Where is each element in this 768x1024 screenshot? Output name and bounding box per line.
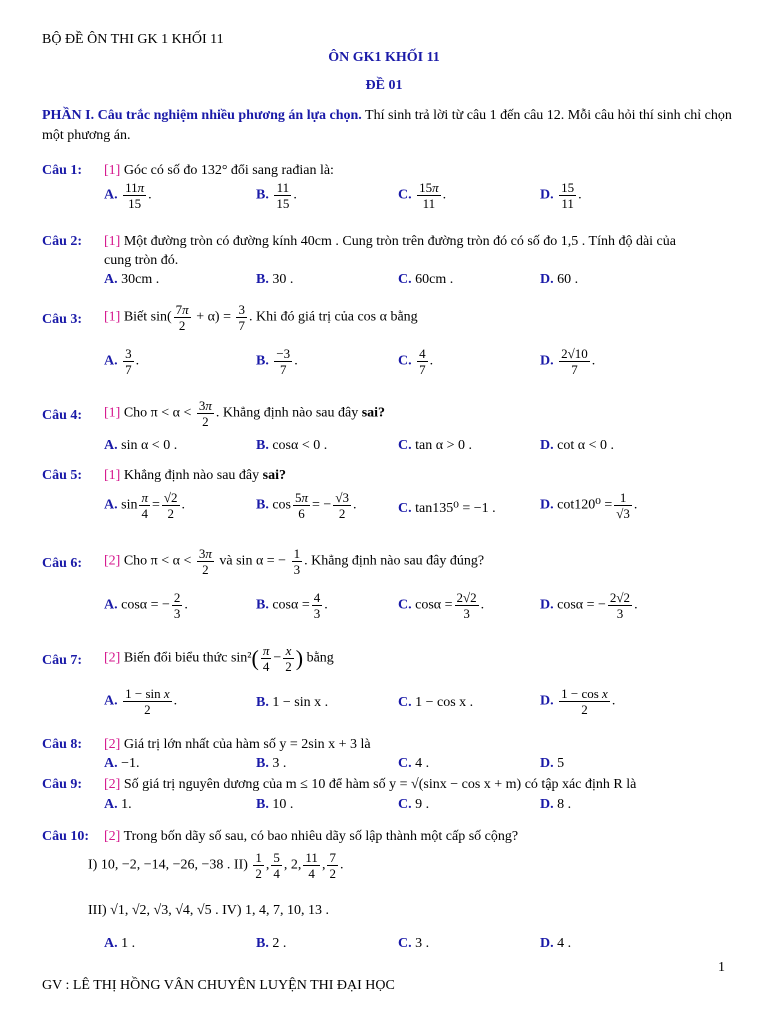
level-tag: [1] [104,234,121,249]
text-part: . Khẳng định nào sau đây đúng? [304,553,485,569]
question-label: Câu 6: [42,556,83,571]
option-letter: C. [398,353,412,369]
question-1-text [104,163,334,179]
option-text: cot α < 0 . [557,438,614,453]
option-a[interactable] [104,272,159,288]
text-part: . Khẳng định nào sau đây [215,405,362,421]
option-a[interactable] [104,756,140,772]
question-3 [42,312,82,328]
option-b[interactable]: B. $\frac{11}{15}$ . [256,180,297,211]
question-3-text: [1] Biết sin( $\frac{7\pi}{2}$ + α) = $\frac{3}{7}$ . Khi đó giá trị của cos α bằng [104,302,418,333]
option-b[interactable] [256,936,286,952]
question-text: Góc có số đo 132° đổi sang rađian là: [123,163,334,178]
option-letter: A. [104,756,118,771]
option-b[interactable] [256,797,293,813]
option-letter: D. [540,353,554,369]
option-letter: C. [398,695,412,710]
question-text: Một đường tròn có đường kính 40cm . Cung tròn trên đường tròn đó có số đo 1,5 . Tính độ dài của [123,234,676,249]
question-10 [42,829,89,845]
option-c[interactable] [398,756,429,772]
question-8 [42,737,82,753]
question-8-text [104,737,371,753]
text-part: I) 10, −2, −14, −26, −38 . II) [88,857,252,873]
option-a[interactable]: A. cosα = − $\frac{2}{3}$ . [104,590,188,621]
option-c[interactable] [398,695,473,711]
question-text: Trong bốn dãy số sau, có bao nhiêu dãy số lập thành một cấp số cộng? [123,829,519,844]
option-text: 4 . [557,936,572,951]
question-label: Câu 9: [42,777,83,792]
option-text: 5 [557,756,565,771]
option-d[interactable] [540,936,571,952]
text-part: + α) = [192,309,235,325]
option-letter: D. [540,756,554,771]
option-letter: B. [256,353,269,369]
option-text: 3 . [272,756,287,771]
option-d[interactable]: D. $\frac{15}{11}$ . [540,180,582,211]
question-5 [42,468,82,484]
option-letter: A. [104,597,118,613]
option-letter: D. [540,597,554,613]
question-9-text [104,777,636,793]
option-letter: B. [256,438,269,453]
sequences-line-2: III) √1, √2, √3, √4, √5 . IV) 1, 4, 7, 10, 13 . [88,903,330,918]
text-part: Cho π < α < [123,553,195,569]
option-text: 30cm . [121,272,160,287]
option-b[interactable] [256,695,328,711]
option-letter: C. [398,272,412,287]
footer-text: GV : LÊ THỊ HỒNG VÂN CHUYÊN LUYỆN THI ĐẠI HỌC [42,978,395,993]
exam-code: ĐỀ 01 [365,78,403,93]
document-header: BỘ ĐỀ ÔN THI GK 1 KHỐI 11 [42,32,224,47]
question-10-text [104,829,518,845]
level-tag: [2] [104,829,121,844]
option-letter: C. [398,797,412,812]
option-text: 1 − sin x . [272,695,329,710]
option-d[interactable] [540,797,571,813]
option-text: cosα < 0 . [272,438,328,453]
option-d[interactable]: D. $\frac{2√10}{7}$ . [540,346,596,377]
option-b[interactable] [256,756,286,772]
text-part: Biến đổi biểu thức sin² [123,650,252,666]
text-part: Cho π < α < [123,405,195,421]
question-label: Câu 4: [42,408,83,423]
option-a[interactable]: A. $\frac{\text{1 − sin x}}{2}$ . [104,686,178,717]
option-b[interactable]: B. $\frac{-3}{7}$ . [256,346,298,377]
option-letter: B. [256,797,269,812]
option-letter: A. [104,936,118,951]
question-1 [42,163,82,179]
option-letter: D. [540,936,554,951]
question-6 [42,556,82,572]
text-part: . Khi đó giá trị của cos α bằng [248,309,418,325]
option-letter: B. [256,756,269,771]
option-b[interactable] [256,272,293,288]
question-5-text [104,468,286,484]
option-d[interactable]: D. $\frac{\text{1 − cos x}}{2}$ . [540,686,616,717]
option-letter: C. [398,936,412,951]
emphasis: sai? [262,468,286,483]
question-label: Câu 10: [42,829,90,844]
option-c[interactable] [398,272,453,288]
question-label: Câu 1: [42,163,83,178]
level-tag: [2] [104,737,121,752]
option-letter: C. [398,187,412,203]
option-text: sin α < 0 . [121,438,178,453]
option-c[interactable]: C. $\frac{4}{7}$ . [398,346,434,377]
option-letter: D. [540,497,554,513]
option-a[interactable]: A. sin $\frac{\pi}{4}$ = $\frac{√2}{2}$ . [104,490,186,521]
option-text: 9 . [415,797,430,812]
option-letter: D. [540,693,554,709]
part-one-text: Thí sinh trả lời từ câu 1 đến câu 12. Mỗi câu hỏi thí sinh chỉ chọn một phương án. [42,108,732,143]
option-text: 60 . [557,272,579,287]
question-text: Giá trị lớn nhất của hàm số y = 2sin x + 3 là [123,737,371,752]
text-part: và sin α = − [215,553,290,569]
option-d[interactable]: D. cot120⁰ = $\frac{1}{√3}$ . [540,490,638,521]
option-letter: C. [398,438,412,453]
option-a[interactable] [104,797,132,813]
option-text: 2 . [272,936,287,951]
level-tag: [2] [104,553,121,569]
level-tag: [1] [104,405,121,421]
level-tag: [1] [104,468,121,483]
option-d[interactable] [540,272,578,288]
option-c[interactable] [398,797,429,813]
option-text: 3 . [415,936,430,951]
question-4 [42,408,82,424]
level-tag: [1] [104,309,121,325]
option-text: tan α > 0 . [415,438,472,453]
option-letter: B. [256,497,269,513]
question-2-text [104,234,676,250]
question-9 [42,777,82,793]
option-b[interactable]: B. cos $\frac{5\pi}{6}$ = − $\frac{√3}{2}$ . [256,490,357,521]
level-tag: [2] [104,650,121,666]
option-d[interactable]: D. cosα = − $\frac{2√2}{3}$ . [540,590,638,621]
option-a[interactable] [104,438,177,454]
option-a[interactable]: A. $\frac{11\pi}{15}$ . [104,180,152,211]
question-text: Số giá trị nguyên dương của m ≤ 10 để hàm số y = √(sinx − cos x + m) có tập xác định R là [123,777,637,792]
option-c[interactable] [398,936,429,952]
option-c[interactable] [398,500,496,517]
option-letter: B. [256,272,269,287]
part-one-heading: PHẦN I. Câu trắc nghiệm nhiều phương án lựa chọn. [42,108,362,123]
exam-title: ÔN GK1 KHỐI 11 [328,50,440,65]
option-text: 10 . [272,797,294,812]
question-4-text: [1] Cho π < α < $\frac{3\pi}{2}$ . Khẳng định nào sau đây sai? [104,398,386,429]
option-letter: D. [540,438,554,453]
part-one-instructions [42,106,732,146]
emphasis: sai? [361,405,386,421]
option-text: 1 . [121,936,136,951]
question-6-text: [2] Cho π < α < $\frac{3\pi}{2}$ và sin α = − $\frac{1}{3}$ . Khẳng định nào sau đây đúng? [104,546,485,577]
option-letter: A. [104,272,118,287]
option-b[interactable]: B. cosα = $\frac{4}{3}$ . [256,590,328,621]
option-letter: A. [104,693,118,709]
option-letter: B. [256,187,269,203]
question-7-text: [2] Biến đổi biểu thức sin²( $\frac{\pi}{4}$ − $\frac{x}{2}$ ) bằng [104,643,334,674]
option-letter: B. [256,695,269,710]
option-text: 8 . [557,797,572,812]
option-text: 30 . [272,272,294,287]
option-text: 1. [121,797,132,812]
option-letter: A. [104,797,118,812]
option-letter: D. [540,187,554,203]
level-tag: [2] [104,777,121,792]
option-letter: C. [398,597,412,613]
question-2 [42,234,82,250]
option-letter: C. [398,501,412,516]
option-d[interactable] [540,756,564,772]
option-text: 1 − cos x . [415,695,474,710]
option-c[interactable]: C. cosα = $\frac{2√2}{3}$ . [398,590,485,621]
question-label: Câu 3: [42,312,83,327]
option-letter: A. [104,353,118,369]
option-letter: A. [104,438,118,453]
option-b[interactable] [256,438,327,454]
question-label: Câu 7: [42,653,83,668]
option-text: 60cm . [415,272,454,287]
sequences-line-1: I) 10, −2, −14, −26, −38 . II) $\frac{1}{2}$ , $\frac{5}{4}$ , 2, $\frac{11}{4}$ , $\frac{7}{2}$ . [88,850,344,881]
option-c[interactable] [398,438,472,454]
page-number: 1 [718,960,725,975]
option-letter: D. [540,272,554,287]
option-text: −1. [121,756,140,771]
option-d[interactable] [540,438,614,454]
option-letter: A. [104,497,118,513]
question-label: Câu 5: [42,468,83,483]
option-text: tan135⁰ = −1 . [415,501,496,516]
question-7 [42,653,82,669]
option-letter: C. [398,756,412,771]
option-letter: B. [256,597,269,613]
option-c[interactable]: C. $\frac{15\pi}{11}$ . [398,180,447,211]
question-text: Khẳng định nào sau đây [123,468,263,483]
question-label: Câu 2: [42,234,83,249]
text-part: bằng [303,650,334,666]
option-letter: A. [104,187,118,203]
option-text: 4 . [415,756,430,771]
option-letter: D. [540,797,554,812]
option-a[interactable]: A. $\frac{3}{7}$ . [104,346,140,377]
text-part: Biết sin( [123,309,172,325]
option-letter: B. [256,936,269,951]
question-2-text-cont: cung tròn đó. [104,253,179,268]
question-label: Câu 8: [42,737,83,752]
option-a[interactable] [104,936,135,952]
level-tag: [1] [104,163,121,178]
